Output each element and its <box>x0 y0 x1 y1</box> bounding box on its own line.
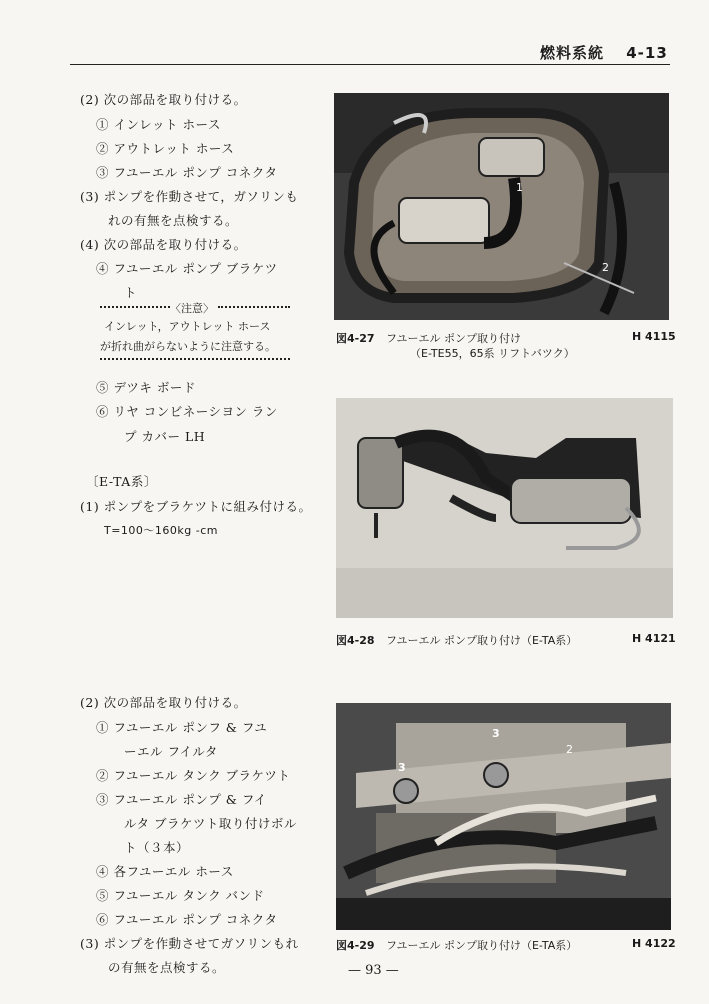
figure-title: フユーエル ポンプ取り付け（E-TA系） <box>386 939 578 952</box>
figure-subcaption: （E-TE55，65系 リフトバツク） <box>410 347 575 360</box>
note-text: が折れ曲がらないように注意する。 <box>100 340 276 353</box>
callout-label: 1 <box>516 181 523 194</box>
subsection-heading: 〔E-TA系〕 <box>86 474 157 489</box>
figure-label: 図4-27 <box>336 332 375 345</box>
step-item: ④ 各フユーエル ホース <box>96 864 234 879</box>
step-item: ⑥ フユーエル ポンプ コネクタ <box>96 912 278 927</box>
figure-caption <box>336 937 577 953</box>
figure-photo-4-29 <box>336 703 671 930</box>
figure-caption <box>336 330 521 346</box>
figure-code: H 4121 <box>632 632 676 645</box>
step-item: ① インレット ホース <box>96 117 221 132</box>
step-item: ルタ ブラケツト取り付けボル <box>124 816 297 831</box>
callout-label: 2 <box>566 743 573 756</box>
step-item: ト（３本） <box>124 840 190 855</box>
step-item: ⑤ デツキ ボード <box>96 380 196 395</box>
step-text: (2) 次の部品を取り付ける。 <box>80 695 247 710</box>
step-item: プ カバー LH <box>124 429 206 444</box>
page-number: — 93 — <box>348 963 399 978</box>
figure-title: フユーエル ポンプ取り付け（E-TA系） <box>386 634 578 647</box>
callout-label: 2 <box>602 261 609 274</box>
figure-code: H 4115 <box>632 330 676 343</box>
figure-code: H 4122 <box>632 937 676 950</box>
step-item: ③ フユーエル ポンプ & フイ <box>96 792 267 807</box>
step-item: ② フユーエル タンク ブラケツト <box>96 768 291 783</box>
figure-photo-4-27 <box>334 93 669 320</box>
section-title: 燃料系統 <box>540 44 605 62</box>
figure-caption <box>336 632 577 648</box>
note-text: インレット，アウトレット ホース <box>104 320 271 333</box>
step-text: (1) ポンプをブラケツトに組み付ける。 <box>80 499 312 514</box>
figure-label: 図4-29 <box>336 939 375 952</box>
torque-spec: T=100～160kg -cm <box>104 524 219 537</box>
step-item: ④ フユーエル ポンプ ブラケツ <box>96 261 278 276</box>
figure-photo-4-28 <box>336 398 673 618</box>
callout-label: 3 <box>398 761 406 774</box>
step-text: (2) 次の部品を取り付ける。 <box>80 92 247 107</box>
step-item: ③ フユーエル ポンプ コネクタ <box>96 165 278 180</box>
step-item: ⑥ リヤ コンビネーシヨン ラン <box>96 404 278 419</box>
step-item: ⑤ フユーエル タンク バンド <box>96 888 265 903</box>
step-item: ① フユーエル ポンフ & フユ <box>96 720 268 735</box>
step-text: (3) ポンプを作動させて，ガソリンも <box>80 189 299 204</box>
step-text: (4) 次の部品を取り付ける。 <box>80 237 247 252</box>
figure-label: 図4-28 <box>336 634 375 647</box>
section-header <box>540 42 668 63</box>
step-text: れの有無を点検する。 <box>108 213 239 228</box>
step-item: ーエル フイルタ <box>124 744 218 759</box>
step-item: ト <box>124 285 138 300</box>
note-title: 〈注意〉 <box>170 302 214 315</box>
step-item: ② アウトレット ホース <box>96 141 235 156</box>
step-text: (3) ポンプを作動させてガソリンもれ <box>80 936 299 951</box>
figure-title: フユーエル ポンプ取り付け <box>386 332 521 345</box>
note-rule <box>100 306 170 308</box>
step-text: の有無を点検する。 <box>108 960 226 975</box>
callout-label: 3 <box>492 727 500 740</box>
header-rule <box>70 64 670 65</box>
note-rule <box>218 306 290 308</box>
page-ref: 4-13 <box>626 44 668 62</box>
note-rule <box>100 358 290 360</box>
